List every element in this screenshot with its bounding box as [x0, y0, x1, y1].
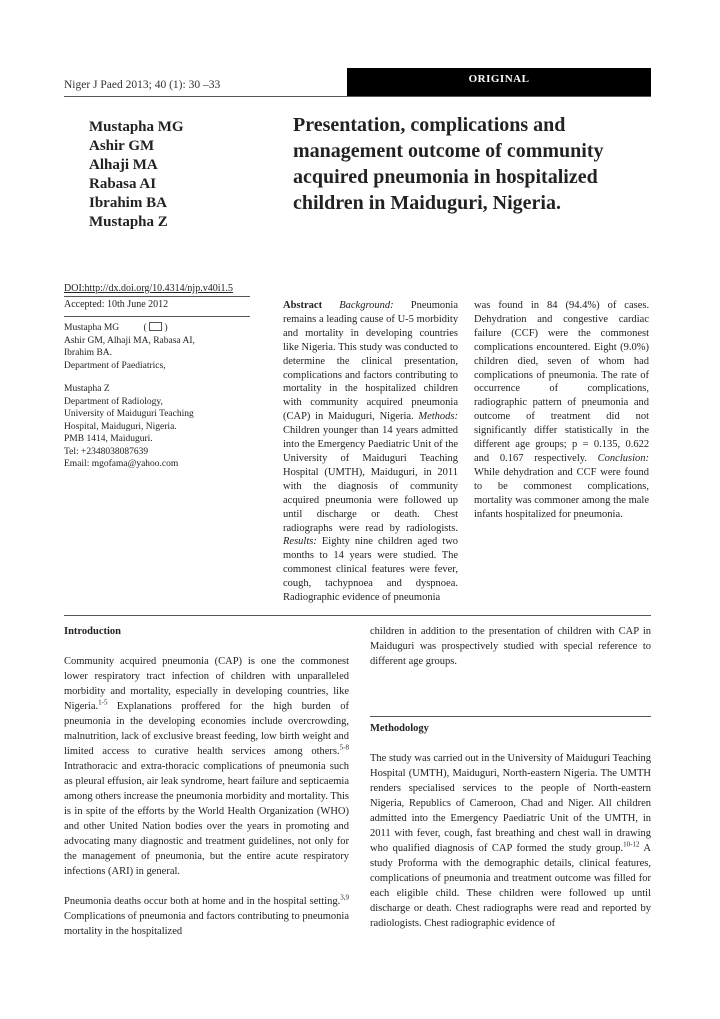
author-name: Ibrahim BA — [89, 195, 167, 211]
introduction-paragraph: Community acquired pneumonia (CAP) is one the commonest lower respiratory tract infection of children with unparalleled morbidity and mortality, especially in developing countries, like Nigeria.$^{1-5}$ Explanations proffered for the high burden of pneumonia in the developing economies include overcrowding, malnutrition, lack of exclusive breast feeding, low birth weight and limited access to curative health services among others.$^{5-8}$ Intrathoracic and extra-thoracic complications of pneumonia such as pleural effusion, air leak syndrome, heart failure and septicaemia among others increase the pneumonia morbidity and mortality. This is in spite of the efforts by the World Health Organization (WHO) and other United Nation bodies over the years in promoting and advocating many diagnostic and treatment guidelines, not only for the management of pneumonia, but the entire acute respiratory infections (ARI) in general. — [64, 656, 349, 877]
citation: 5-8 — [339, 743, 349, 752]
affiliation-line: Department of Radiology, — [64, 396, 163, 407]
title-line: acquired pneumonia in hospitalized — [293, 166, 598, 188]
abstract-results: was found in 84 (94.4%) of cases. Dehydration and congestive cardiac failure (CCF) were the commonest complications encountered. Eight (9.0%) children died, seven of whom had complications of pneumonia. The rate of occurrence of complications, radiographic pattern of pneumonia and outcome of treatment did not significantly differ statistically in the different age groups; p = 0.135, 0.622 and 0.167 respectively. — [474, 300, 650, 464]
author-name: Mustapha Z — [89, 214, 168, 230]
affiliation-line: Hospital, Maiduguri, Nigeria. — [64, 421, 177, 432]
methodology-paragraph: The study was carried out in the University of Maiduguri Teaching Hospital (UMTH), Maiduguri, North-eastern Nigeria. The UMTH renders specialised services to the people of North-eastern Nigeria, Republics of Cameroon, Chad and Niger. All children admitted into the Emergency Paediatric Unit of the UMTH, in 2011 with fever, cough, fast breathing and chest wall in drawing who qualified diagnosis of CAP formed the study group.$^{10-12}$ A study Proforma with the demographic details, clinical features, complications of pneumonia and treatment outcome was filled for each eligible child. These children were followed up until discharge or death. Chest radiographs were read and reported by radiologists. Chest radiographic evidence of — [370, 753, 651, 929]
citation: 1-5 — [98, 698, 108, 707]
doi-link[interactable]: DOI:http://dx.doi.org/10.4314/njp.v40i1.5 — [64, 283, 233, 294]
abstract-background: Pneumonia remains a leading cause of U-5 morbidity and mortality in developing countries like Nigeria. This study was conducted to determine the clinical presentation, complications and factors contributing to mortality in the hospitalized children with community acquired pneumonia (CAP) in Maiduguri, Nigeria. — [283, 300, 459, 423]
background-label: Background: — [339, 300, 394, 311]
affiliation-line: Department of Paediatrics, — [64, 360, 166, 371]
conclusion-label: Conclusion: — [597, 452, 650, 464]
email-icon — [149, 322, 162, 331]
body-column-right — [370, 624, 651, 931]
body-column-left — [64, 624, 349, 939]
affiliations — [64, 322, 254, 471]
abstract-label: Abstract — [283, 300, 323, 311]
introduction-paragraph: children in addition to the presentation of children with CAP in Maiduguri was prospectively studied with special reference to different age groups. — [370, 626, 651, 667]
affiliation-line: Mustapha Z — [64, 384, 110, 394]
introduction-paragraph: Pneumonia deaths occur both at home and in the hospital setting.$^{3,9}$ Complications of pneumonia and factors contributing to pneumonia mortality in the hospitalized — [64, 893, 349, 937]
author-name: Rabasa AI — [89, 176, 157, 192]
introduction-heading: Introduction — [64, 626, 121, 637]
affiliation-email: Email: mgofama@yahoo.com — [64, 459, 179, 469]
author-name: Alhaji MA — [89, 157, 158, 173]
title-line: Presentation, complications and — [293, 114, 566, 136]
title-line: management outcome of community — [293, 140, 604, 162]
journal-reference: Niger J Paed 2013; 40 (1): 30 –33 — [64, 79, 221, 91]
doi-divider — [64, 296, 250, 297]
corresponding-author: Mustapha MG — [64, 323, 120, 333]
bracket: ( — [141, 323, 150, 333]
section-banner: ORIGINAL — [347, 68, 651, 96]
abstract-methods: Children younger than 14 years admitted into the Emergency Paediatric Unit of the University of Maiduguri Teaching Hospital (UMTH), Maiduguri, in 2011 with the diagnosis of community acquired pneumonia were followed up until discharge or death. Chest radiographs were read by radiologists. — [283, 425, 459, 534]
affiliation-line: Ibrahim BA. — [64, 348, 113, 358]
article-title — [293, 112, 663, 216]
accepted-date: Accepted: 10th June 2012 — [64, 299, 169, 310]
abstract-conclusion: While dehydration and CCF were found to be commonest complications, mortality was commoner among the male infants hospitalized for pneumonia. — [474, 466, 650, 520]
section-divider — [64, 615, 651, 616]
author-list — [89, 118, 184, 232]
methodology-heading: Methodology — [370, 723, 429, 734]
author-name: Mustapha MG — [89, 119, 184, 135]
accepted-divider — [64, 316, 250, 317]
header-divider — [64, 96, 651, 97]
methods-label: Methods: — [418, 411, 459, 423]
abstract-column-right — [474, 299, 649, 522]
author-name: Ashir GM — [89, 138, 155, 154]
affiliation-line: PMB 1414, Maiduguri. — [64, 434, 153, 444]
citation: 3,9 — [340, 893, 349, 902]
abstract-column-left — [283, 299, 458, 605]
affiliation-line: Tel: +2348038087639 — [64, 446, 149, 457]
citation: 10-12 — [623, 840, 640, 849]
affiliation-line: University of Maiduguri Teaching — [64, 409, 194, 419]
title-line: children in Maiduguri, Nigeria. — [293, 192, 561, 214]
results-label: Results: — [283, 536, 317, 548]
abstract-results: Eighty nine children aged two months to 14 years were studied. The commonest clinical features were fever, cough, tachypnoea and dyspnoea. Radiographic evidence of pneumonia — [283, 536, 459, 604]
bracket: ) — [162, 323, 168, 333]
affiliation-line: Ashir GM, Alhaji MA, Rabasa AI, — [64, 335, 195, 346]
